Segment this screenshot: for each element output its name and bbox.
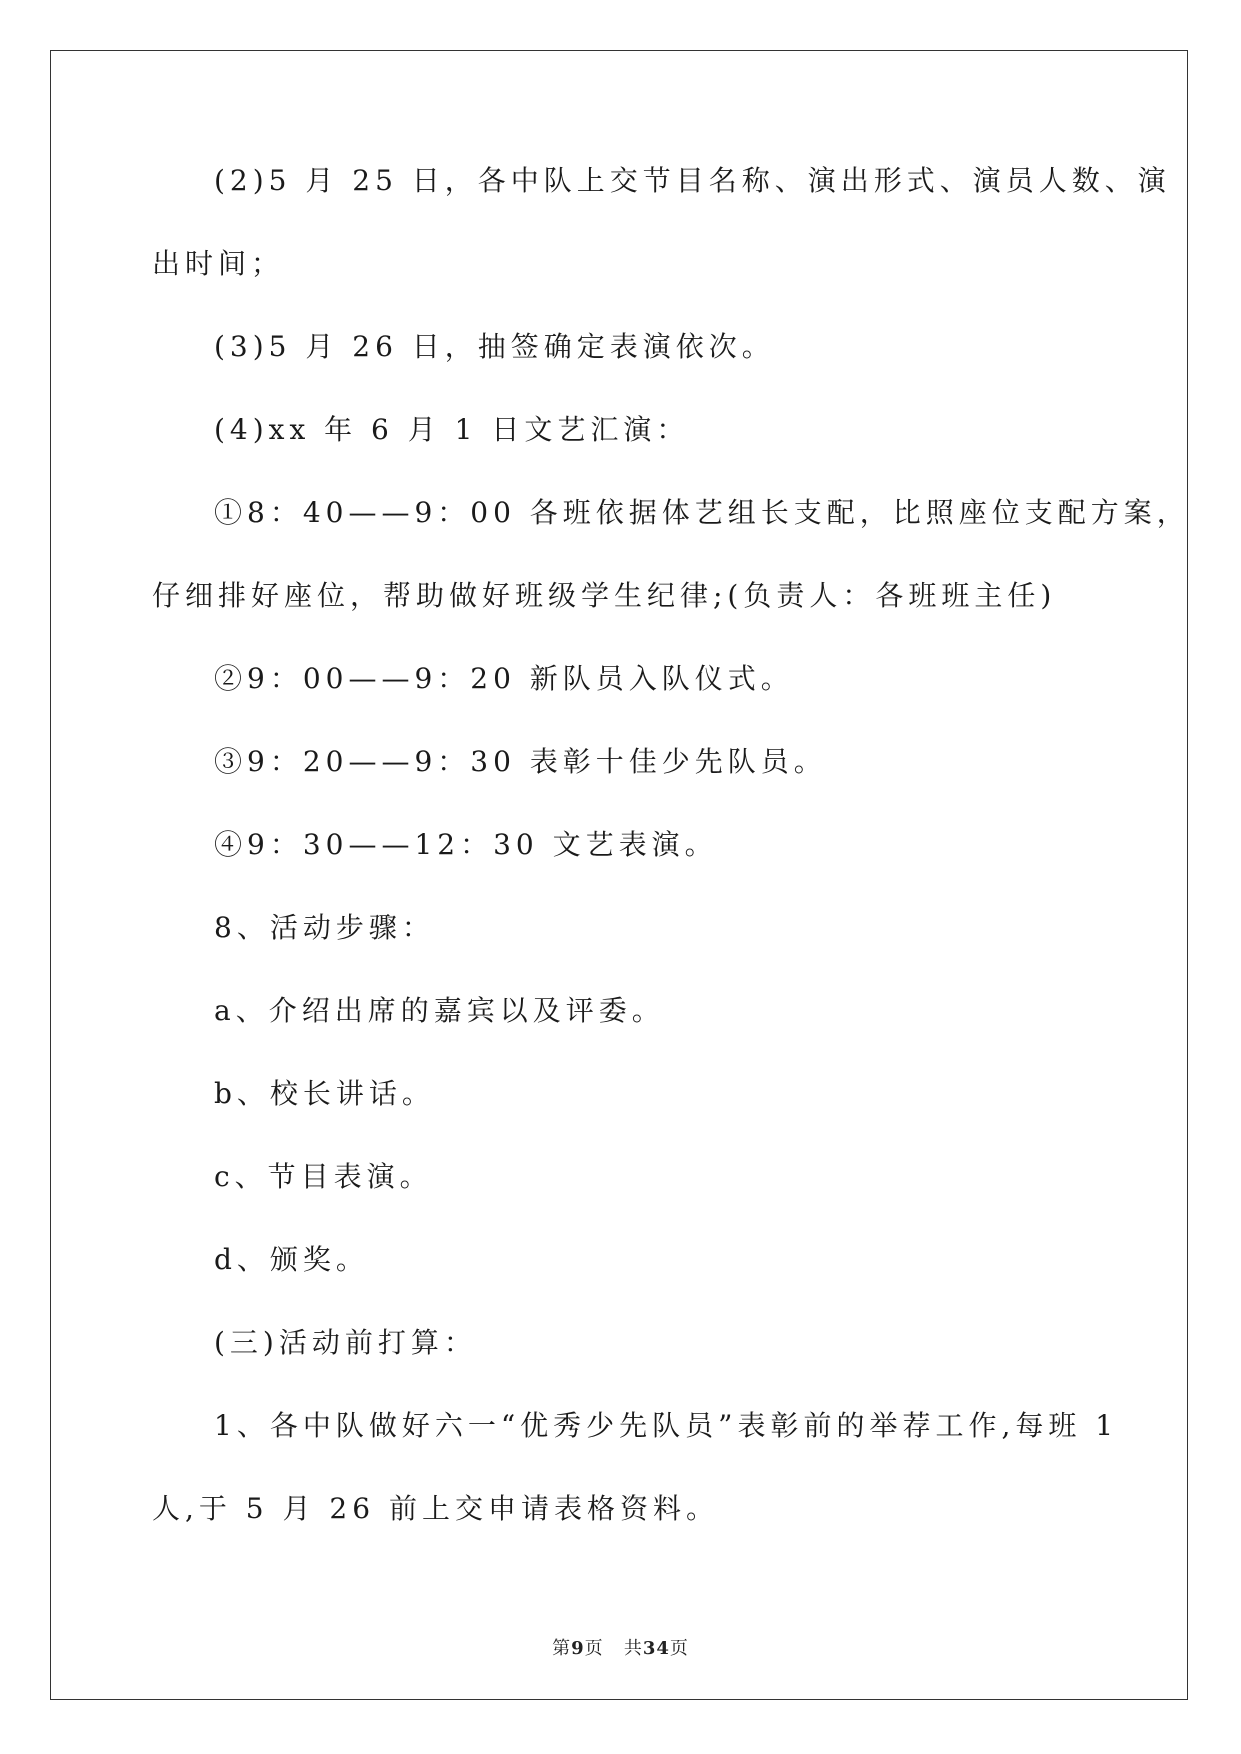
paragraph-recommendation — [152, 1405, 1119, 1529]
paragraph-line: ①8：40——9：00 各班依据体艺组长支配，比照座位支配方案， — [214, 496, 1190, 529]
page-number: 9 — [571, 1638, 585, 1659]
paragraph-schedule-may-25 — [152, 160, 1171, 284]
paragraph-performance-date: (4)xx 年 6 月 1 日文艺汇演： — [214, 413, 690, 446]
paragraph-line: (2)5 月 25 日，各中队上交节目名称、演出形式、演员人数、演 — [214, 164, 1171, 197]
paragraph-preparation-heading: (三)活动前打算： — [214, 1326, 477, 1359]
page-prefix: 第 — [552, 1638, 572, 1659]
total-suffix: 页 — [669, 1638, 689, 1659]
paragraph-step-b: b、校长讲话。 — [214, 1077, 435, 1110]
paragraph-performance: ④9：30——12：30 文艺表演。 — [214, 828, 718, 861]
paragraph-line: 人,于 5 月 26 前上交申请表格资料。 — [152, 1492, 719, 1525]
paragraph-step-a: a、介绍出席的嘉宾以及评委。 — [214, 994, 665, 1027]
paragraph-induction-ceremony: ②9：00——9：20 新队员入队仪式。 — [214, 662, 794, 695]
paragraph-step-c: c、节目表演。 — [214, 1160, 433, 1193]
page-suffix: 页 — [584, 1638, 604, 1659]
paragraph-activity-steps-heading: 8、活动步骤： — [214, 911, 435, 944]
page-footer — [0, 1634, 1241, 1660]
total-prefix: 共 — [623, 1638, 643, 1659]
paragraph-commendation: ③9：20——9：30 表彰十佳少先队员。 — [214, 745, 827, 778]
paragraph-seating — [152, 492, 1190, 616]
document-body — [152, 160, 1190, 1571]
total-pages: 34 — [642, 1638, 670, 1659]
paragraph-line: 出时间； — [152, 247, 285, 280]
paragraph-step-d: d、颁奖。 — [214, 1243, 369, 1276]
paragraph-line: 1、各中队做好六一“优秀少先队员”表彰前的举荐工作,每班 1 — [214, 1409, 1119, 1442]
paragraph-line: 仔细排好座位，帮助做好班级学生纪律;(负责人：各班班主任) — [152, 579, 1057, 612]
paragraph-schedule-may-26: (3)5 月 26 日，抽签确定表演依次。 — [214, 330, 775, 363]
